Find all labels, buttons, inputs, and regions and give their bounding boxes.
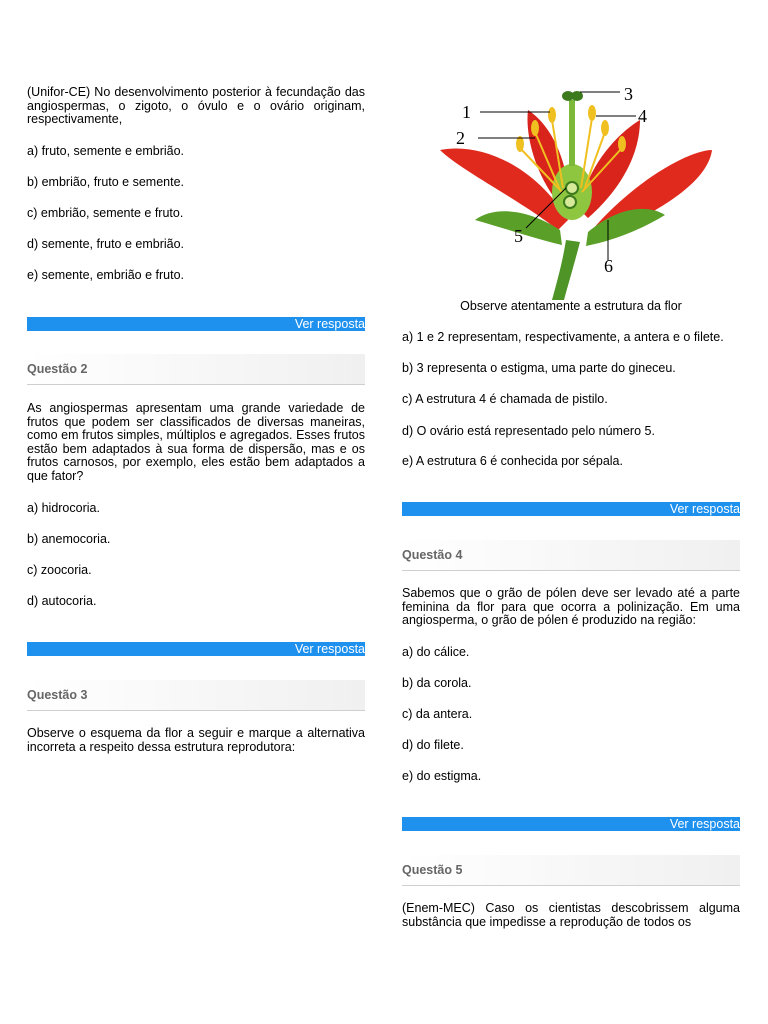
anther [601, 120, 609, 136]
q2-option-c[interactable]: c) zoocoria. [27, 563, 92, 577]
q3-option-c[interactable]: c) A estrutura 4 é chamada de pistilo. [402, 392, 608, 406]
figure-label-3: 3 [624, 84, 633, 104]
q4-ver-resposta-button[interactable]: Ver resposta [402, 817, 740, 831]
q1-option-b[interactable]: b) embrião, fruto e semente. [27, 175, 185, 189]
q1-ver-resposta-button[interactable]: Ver resposta [27, 317, 365, 331]
figure-label-2: 2 [456, 128, 465, 148]
q4-option-e[interactable]: e) do estigma. [402, 769, 482, 783]
q3-text: Observe o esquema da flor a seguir e marque a alternativa incorreta a respeito dessa estrutura reprodutora: [27, 726, 365, 754]
flower-diagram [440, 80, 740, 300]
q1-text: (Unifor-CE) No desenvolvimento posterior à fecundação das angiospermas, o zigoto, o óvulo e o ovário originam, respectivamente, [27, 85, 365, 126]
anther [588, 105, 596, 121]
q2-option-a[interactable]: a) hidrocoria. [27, 501, 100, 515]
q3-option-d[interactable]: d) O ovário está representado pelo número 5. [402, 424, 655, 438]
q4-option-c[interactable]: c) da antera. [402, 707, 473, 721]
anther [618, 136, 626, 152]
sepal-right [586, 209, 665, 246]
q1-option-d[interactable]: d) semente, fruto e embrião. [27, 237, 185, 251]
ovule [564, 196, 576, 208]
q2-ver-resposta-button[interactable]: Ver resposta [27, 642, 365, 656]
q1-option-a[interactable]: a) fruto, semente e embrião. [27, 144, 185, 158]
figure-label-1: 1 [462, 102, 471, 122]
q2-option-d[interactable]: d) autocoria. [27, 594, 97, 608]
figure-label-6: 6 [604, 256, 613, 276]
figure-label-4: 4 [638, 106, 647, 126]
anther [548, 107, 556, 123]
stem [552, 240, 580, 300]
q3-heading: Questão 3 [27, 680, 365, 711]
q3-ver-resposta-button[interactable]: Ver resposta [402, 502, 740, 516]
q1-option-e[interactable]: e) semente, embrião e fruto. [27, 268, 185, 282]
q4-option-b[interactable]: b) da corola. [402, 676, 472, 690]
q3-option-e[interactable]: e) A estrutura 6 é conhecida por sépala. [402, 454, 623, 468]
q4-text: Sabemos que o grão de pólen deve ser levado até a parte feminina da flor para que ocorra a polinização. Em uma angiosperma, o grão de pólen é produzido na região: [402, 586, 740, 627]
figure-caption: Observe atentamente a estrutura da flor [460, 299, 682, 313]
anther [531, 120, 539, 136]
q2-option-b[interactable]: b) anemocoria. [27, 532, 111, 546]
q3-option-a[interactable]: a) 1 e 2 representam, respectivamente, a antera e o filete. [402, 330, 724, 344]
q3-option-b[interactable]: b) 3 representa o estigma, uma parte do gineceu. [402, 361, 676, 375]
q1-option-c[interactable]: c) embrião, semente e fruto. [27, 206, 184, 220]
q2-heading: Questão 2 [27, 354, 365, 385]
style [569, 100, 575, 166]
q2-text: As angiospermas apresentam uma grande variedade de frutos que podem ser classificados de diversas maneiras, como em frutos simples, múltiplos e agregados. Esses frutos estão bem adaptados à sua forma de dispersão, mas e os frutos carnosos, por exemplo, eles estão bem adaptados a que fator? [27, 401, 365, 483]
q5-heading: Questão 5 [402, 855, 740, 886]
q4-option-a[interactable]: a) do cálice. [402, 645, 470, 659]
q5-text: (Enem-MEC) Caso os cientistas descobrissem alguma substância que impedisse a reprodução de todos os [402, 901, 740, 929]
q4-option-d[interactable]: d) do filete. [402, 738, 464, 752]
ovule [566, 182, 578, 194]
q4-heading: Questão 4 [402, 540, 740, 571]
figure-label-5: 5 [514, 226, 523, 246]
